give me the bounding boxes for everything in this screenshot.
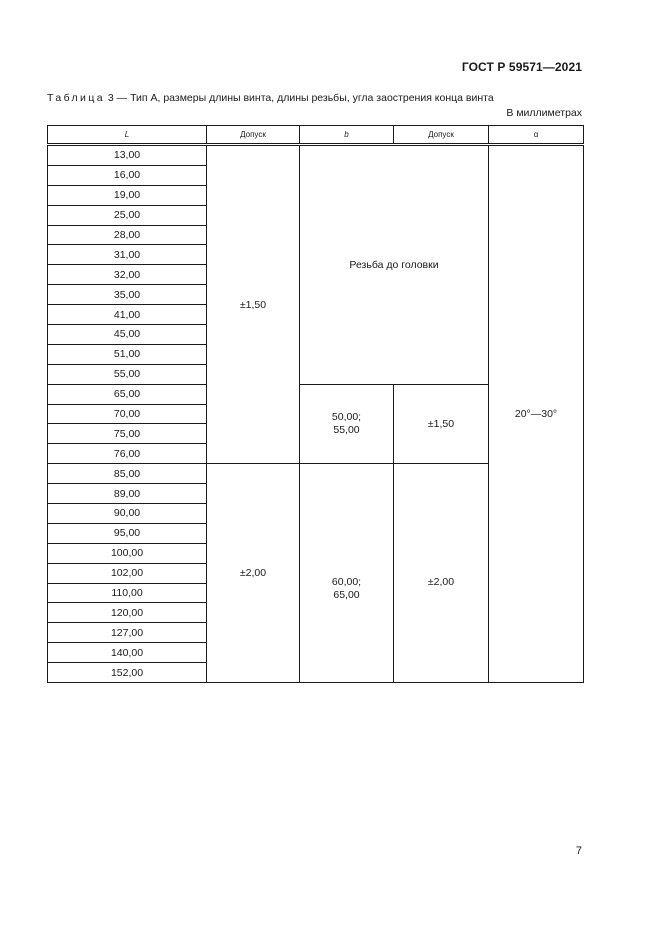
table-header-row bbox=[48, 126, 584, 145]
length-tolerance-group1: ±1,50 bbox=[207, 145, 300, 464]
length-cell: 140,00 bbox=[48, 643, 207, 663]
length-cell: 85,00 bbox=[48, 464, 207, 484]
length-cell: 89,00 bbox=[48, 484, 207, 504]
table-row bbox=[48, 145, 584, 166]
length-cell: 100,00 bbox=[48, 543, 207, 563]
length-cell: 75,00 bbox=[48, 424, 207, 444]
length-cell: 90,00 bbox=[48, 504, 207, 524]
thread-length-value: 65,00 bbox=[333, 589, 360, 602]
length-cell: 13,00 bbox=[48, 145, 207, 166]
length-cell: 16,00 bbox=[48, 165, 207, 185]
col-header-angle: α bbox=[489, 126, 584, 145]
length-cell: 32,00 bbox=[48, 265, 207, 285]
length-cell: 25,00 bbox=[48, 205, 207, 225]
length-cell: 65,00 bbox=[48, 384, 207, 404]
thread-to-head-cell: Резьба до головки bbox=[300, 145, 489, 385]
thread-length-value: 60,00; bbox=[331, 576, 362, 589]
col-header-thread-length: b bbox=[300, 126, 394, 145]
length-cell: 55,00 bbox=[48, 364, 207, 384]
length-cell: 120,00 bbox=[48, 603, 207, 623]
length-cell: 152,00 bbox=[48, 663, 207, 683]
length-cell: 102,00 bbox=[48, 563, 207, 583]
caption-text: — Тип А, размеры длины винта, длины резьбы, угла заострения конца винта bbox=[113, 92, 494, 104]
length-cell: 31,00 bbox=[48, 245, 207, 265]
thread-tolerance-group2: ±1,50 bbox=[394, 384, 489, 464]
length-tolerance-group3: ±2,00 bbox=[207, 464, 300, 683]
col-header-length-tolerance: Допуск bbox=[207, 126, 300, 145]
thread-length-group2 bbox=[300, 384, 394, 464]
length-cell: 41,00 bbox=[48, 305, 207, 325]
thread-length-value: 50,00; bbox=[331, 410, 362, 423]
col-header-thread-tolerance: Допуск bbox=[394, 126, 489, 145]
dimensions-table bbox=[47, 125, 584, 683]
length-cell: 28,00 bbox=[48, 225, 207, 245]
length-cell: 76,00 bbox=[48, 444, 207, 464]
units-note: В миллиметрах bbox=[506, 107, 582, 119]
caption-label: Таблица bbox=[47, 92, 105, 104]
col-header-length: L bbox=[48, 126, 207, 145]
thread-tolerance-group3: ±2,00 bbox=[394, 464, 489, 683]
length-cell: 51,00 bbox=[48, 344, 207, 364]
length-cell: 19,00 bbox=[48, 185, 207, 205]
caption-number: 3 bbox=[107, 92, 114, 104]
length-cell: 127,00 bbox=[48, 623, 207, 643]
page-number: 7 bbox=[575, 845, 582, 857]
thread-length-value: 55,00 bbox=[333, 423, 360, 436]
angle-cell: 20°—30° bbox=[489, 145, 584, 683]
document-code: ГОСТ Р 59571—2021 bbox=[461, 60, 582, 74]
length-cell: 45,00 bbox=[48, 325, 207, 345]
thread-length-group3 bbox=[300, 464, 394, 683]
length-cell: 35,00 bbox=[48, 285, 207, 305]
table-caption bbox=[47, 92, 494, 104]
length-cell: 110,00 bbox=[48, 583, 207, 603]
length-cell: 95,00 bbox=[48, 523, 207, 543]
length-cell: 70,00 bbox=[48, 404, 207, 424]
